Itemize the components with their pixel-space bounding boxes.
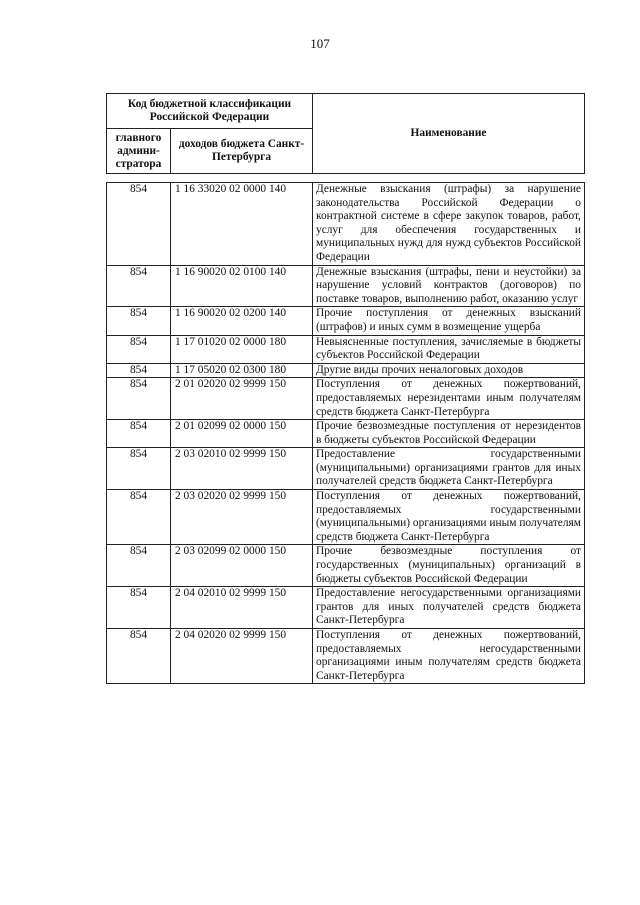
income-code-cell: 2 03 02020 02 9999 150	[171, 490, 313, 545]
income-code-cell: 2 01 02099 02 0000 150	[171, 420, 313, 448]
admin-code-cell: 854	[107, 363, 171, 378]
income-name-cell: Поступления от денежных пожертвований, предоставляемых нерезидентами иным получателям средств бюджета Санкт-Петербурга	[313, 378, 585, 420]
income-name-cell: Предоставление государственными (муниципальными) организациями грантов для иных получателей средств бюджета Санкт-Петербурга	[313, 448, 585, 490]
table-row	[107, 307, 585, 335]
income-code-cell: 2 03 02099 02 0000 150	[171, 545, 313, 587]
income-name-cell: Другие виды прочих неналоговых доходов	[313, 363, 585, 378]
admin-code-cell: 854	[107, 307, 171, 335]
admin-code-cell: 854	[107, 490, 171, 545]
admin-code-cell: 854	[107, 587, 171, 629]
header-income-code: доходов бюджета Санкт-Петербурга	[171, 129, 313, 174]
income-name-cell: Невыясненные поступления, зачисляемые в бюджеты субъектов Российской Федерации	[313, 335, 585, 363]
header-name: Наименование	[313, 94, 585, 174]
income-code-cell: 2 04 02010 02 9999 150	[171, 587, 313, 629]
income-code-cell: 1 16 33020 02 0000 140	[171, 183, 313, 266]
admin-code-cell: 854	[107, 420, 171, 448]
admin-code-cell: 854	[107, 183, 171, 266]
table-row	[107, 420, 585, 448]
table-row	[107, 363, 585, 378]
header-budget-classification: Код бюджетной классификации Российской Федерации	[107, 94, 313, 129]
income-code-cell: 1 17 01020 02 0000 180	[171, 335, 313, 363]
table-row	[107, 629, 585, 684]
income-code-cell: 1 17 05020 02 0300 180	[171, 363, 313, 378]
table-row	[107, 265, 585, 307]
table-row	[107, 378, 585, 420]
admin-code-cell: 854	[107, 378, 171, 420]
table-row	[107, 490, 585, 545]
table-row	[107, 545, 585, 587]
admin-code-cell: 854	[107, 448, 171, 490]
table-row	[107, 335, 585, 363]
admin-code-cell: 854	[107, 629, 171, 684]
table-row	[107, 183, 585, 266]
page-number: 107	[310, 36, 330, 51]
income-name-cell: Поступления от денежных пожертвований, предоставляемых государственными (муниципальными) организациями иным получателям средств бюджета Санкт-Петербурга	[313, 490, 585, 545]
income-name-cell: Прочие безвозмездные поступления от государственных (муниципальных) организаций в бюджеты субъектов Российской Федерации	[313, 545, 585, 587]
income-name-cell: Предоставление негосударственными организациями грантов для иных получателей средств бюджета Санкт-Петербурга	[313, 587, 585, 629]
income-name-cell: Прочие поступления от денежных взысканий (штрафов) и иных сумм в возмещение ущерба	[313, 307, 585, 335]
income-code-cell: 2 01 02020 02 9999 150	[171, 378, 313, 420]
income-code-cell: 2 03 02010 02 9999 150	[171, 448, 313, 490]
income-table	[106, 182, 585, 684]
header-admin: главного админи-стратора	[107, 129, 171, 174]
income-name-cell: Прочие безвозмездные поступления от нерезидентов в бюджеты субъектов Российской Федерации	[313, 420, 585, 448]
income-code-cell: 2 04 02020 02 9999 150	[171, 629, 313, 684]
admin-code-cell: 854	[107, 265, 171, 307]
income-name-cell: Поступления от денежных пожертвований, предоставляемых негосударственными организациями иным получателям средств бюджета Санкт-Петербурга	[313, 629, 585, 684]
income-name-cell: Денежные взыскания (штрафы, пени и неустойки) за нарушение условий контрактов (договоров) по поставке товаров, выполнению работ, оказанию услуг	[313, 265, 585, 307]
income-code-cell: 1 16 90020 02 0100 140	[171, 265, 313, 307]
income-code-cell: 1 16 90020 02 0200 140	[171, 307, 313, 335]
admin-code-cell: 854	[107, 545, 171, 587]
table-row	[107, 448, 585, 490]
income-name-cell: Денежные взыскания (штрафы) за нарушение законодательства Российской Федерации о контрактной системе в сфере закупок товаров, работ, услуг для обеспечения государственных и муниципальных нужд для нужд субъектов Российской Федерации	[313, 183, 585, 266]
table-header	[106, 93, 585, 174]
admin-code-cell: 854	[107, 335, 171, 363]
table-row	[107, 587, 585, 629]
